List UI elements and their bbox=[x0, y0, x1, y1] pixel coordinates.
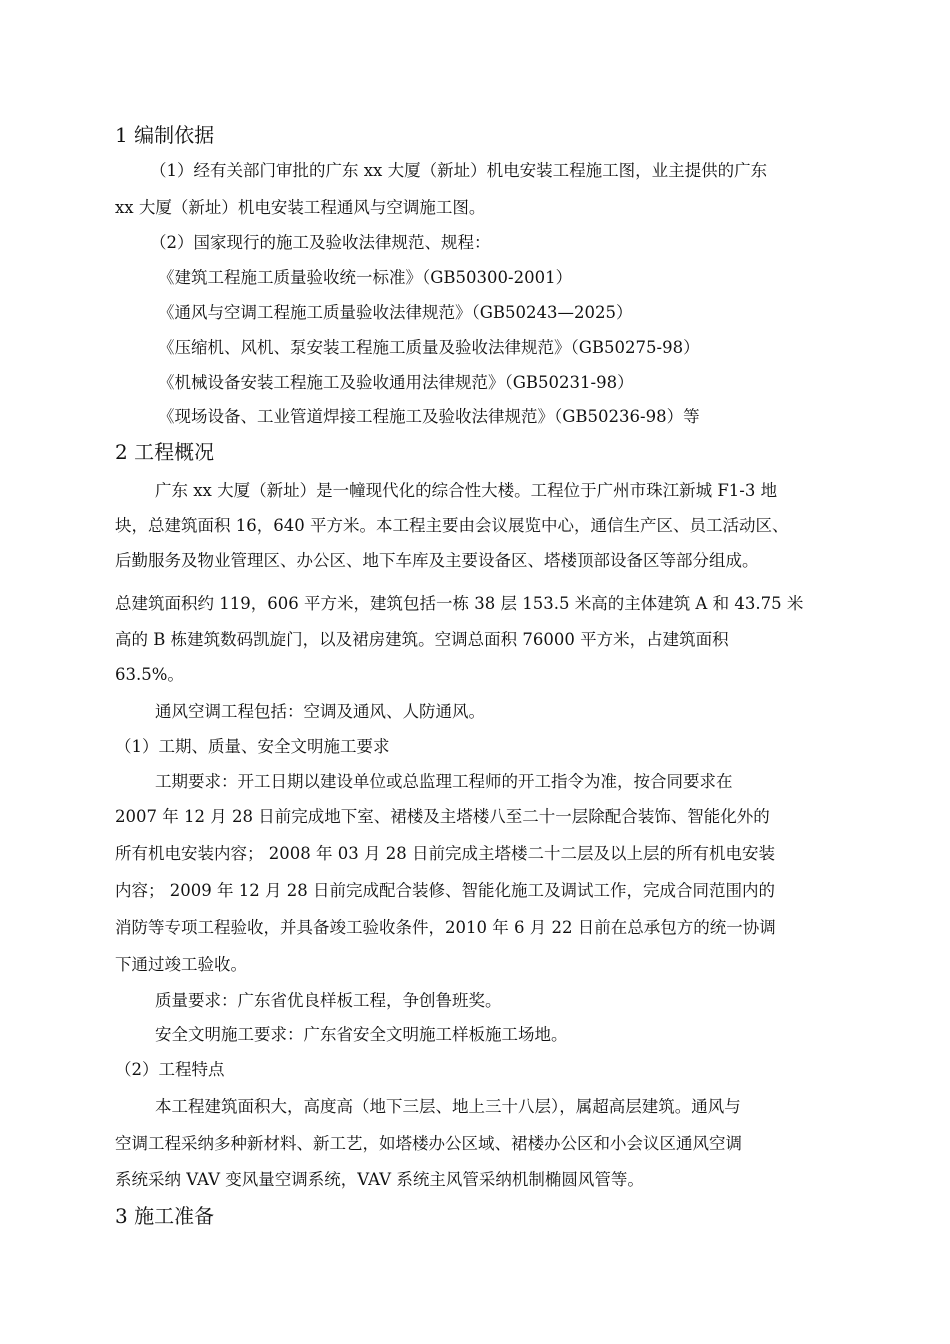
paragraph-line: 后勤服务及物业管理区、办公区、地下车库及主要设备区、塔楼顶部设备区等部分组成。 bbox=[115, 551, 759, 570]
paragraph-line: （1）经有关部门审批的广东 xx 大厦（新址）机电安装工程施工图，业主提供的广东 bbox=[150, 161, 768, 180]
standard-item: 《压缩机、风机、泵安装工程施工质量及验收法律规范》（GB50275-98） bbox=[158, 338, 700, 357]
subsection-heading: （1）工期、质量、安全文明施工要求 bbox=[115, 737, 390, 756]
standard-item: 《机械设备安装工程施工及验收通用法律规范》（GB50231-98） bbox=[158, 373, 634, 392]
paragraph-line: 下通过竣工验收。 bbox=[115, 955, 247, 974]
paragraph-line: 所有机电安装内容； 2008 年 03 月 28 日前完成主塔楼二十二层及以上层的所有机电安装 bbox=[115, 844, 775, 863]
paragraph-line: 高的 B 栋建筑数码凯旋门，以及裙房建筑。空调总面积 76000 平方米，占建筑面积 bbox=[115, 630, 729, 649]
paragraph-line: 安全文明施工要求：广东省安全文明施工样板施工场地。 bbox=[155, 1025, 568, 1044]
paragraph-line: 消防等专项工程验收，并具备竣工验收条件，2010 年 6 月 22 日前在总承包方的统一协调 bbox=[115, 918, 776, 937]
paragraph-line: 通风空调工程包括：空调及通风、人防通风。 bbox=[155, 702, 485, 721]
paragraph-line: xx 大厦（新址）机电安装工程通风与空调施工图。 bbox=[115, 198, 486, 217]
paragraph-line: 块，总建筑面积 16，640 平方米。本工程主要由会议展览中心，通信生产区、员工活动区、 bbox=[115, 516, 789, 535]
paragraph-line: 系统采纳 VAV 变风量空调系统，VAV 系统主风管采纳机制椭圆风管等。 bbox=[115, 1170, 644, 1189]
paragraph-line: 2007 年 12 月 28 日前完成地下室、裙楼及主塔楼八至二十一层除配合装饰、智能化外的 bbox=[115, 807, 770, 826]
paragraph-line: 本工程建筑面积大，高度高（地下三层、地上三十八层），属超高层建筑。通风与 bbox=[155, 1097, 741, 1116]
subsection-heading: （2）工程特点 bbox=[115, 1060, 225, 1079]
standard-item: 《通风与空调工程施工质量验收法律规范》（GB50243—2025） bbox=[158, 303, 633, 322]
paragraph-line: 空调工程采纳多种新材料、新工艺，如塔楼办公区域、裙楼办公区和小会议区通风空调 bbox=[115, 1134, 742, 1153]
section-heading-1: 1 编制依据 bbox=[115, 123, 215, 147]
paragraph-line: 63.5%。 bbox=[115, 665, 184, 684]
paragraph-line: 广东 xx 大厦（新址）是一幢现代化的综合性大楼。工程位于广州市珠江新城 F1-3 地 bbox=[155, 481, 778, 500]
section-heading-2: 2 工程概况 bbox=[115, 440, 215, 464]
paragraph-line: 工期要求：开工日期以建设单位或总监理工程师的开工指令为准，按合同要求在 bbox=[155, 772, 733, 791]
paragraph-line: 内容； 2009 年 12 月 28 日前完成配合装修、智能化施工及调试工作，完成合同范围内的 bbox=[115, 881, 775, 900]
standard-item: 《建筑工程施工质量验收统一标准》（GB50300-2001） bbox=[158, 268, 573, 287]
paragraph-line: 总建筑面积约 119，606 平方米，建筑包括一栋 38 层 153.5 米高的主体建筑 A 和 43.75 米 bbox=[115, 594, 804, 613]
paragraph-line: （2）国家现行的施工及验收法律规范、规程： bbox=[150, 233, 491, 252]
standard-item: 《现场设备、工业管道焊接工程施工及验收法律规范》（GB50236-98）等 bbox=[158, 407, 700, 426]
paragraph-line: 质量要求：广东省优良样板工程，争创鲁班奖。 bbox=[155, 991, 502, 1010]
section-heading-3: 3 施工准备 bbox=[115, 1204, 215, 1228]
